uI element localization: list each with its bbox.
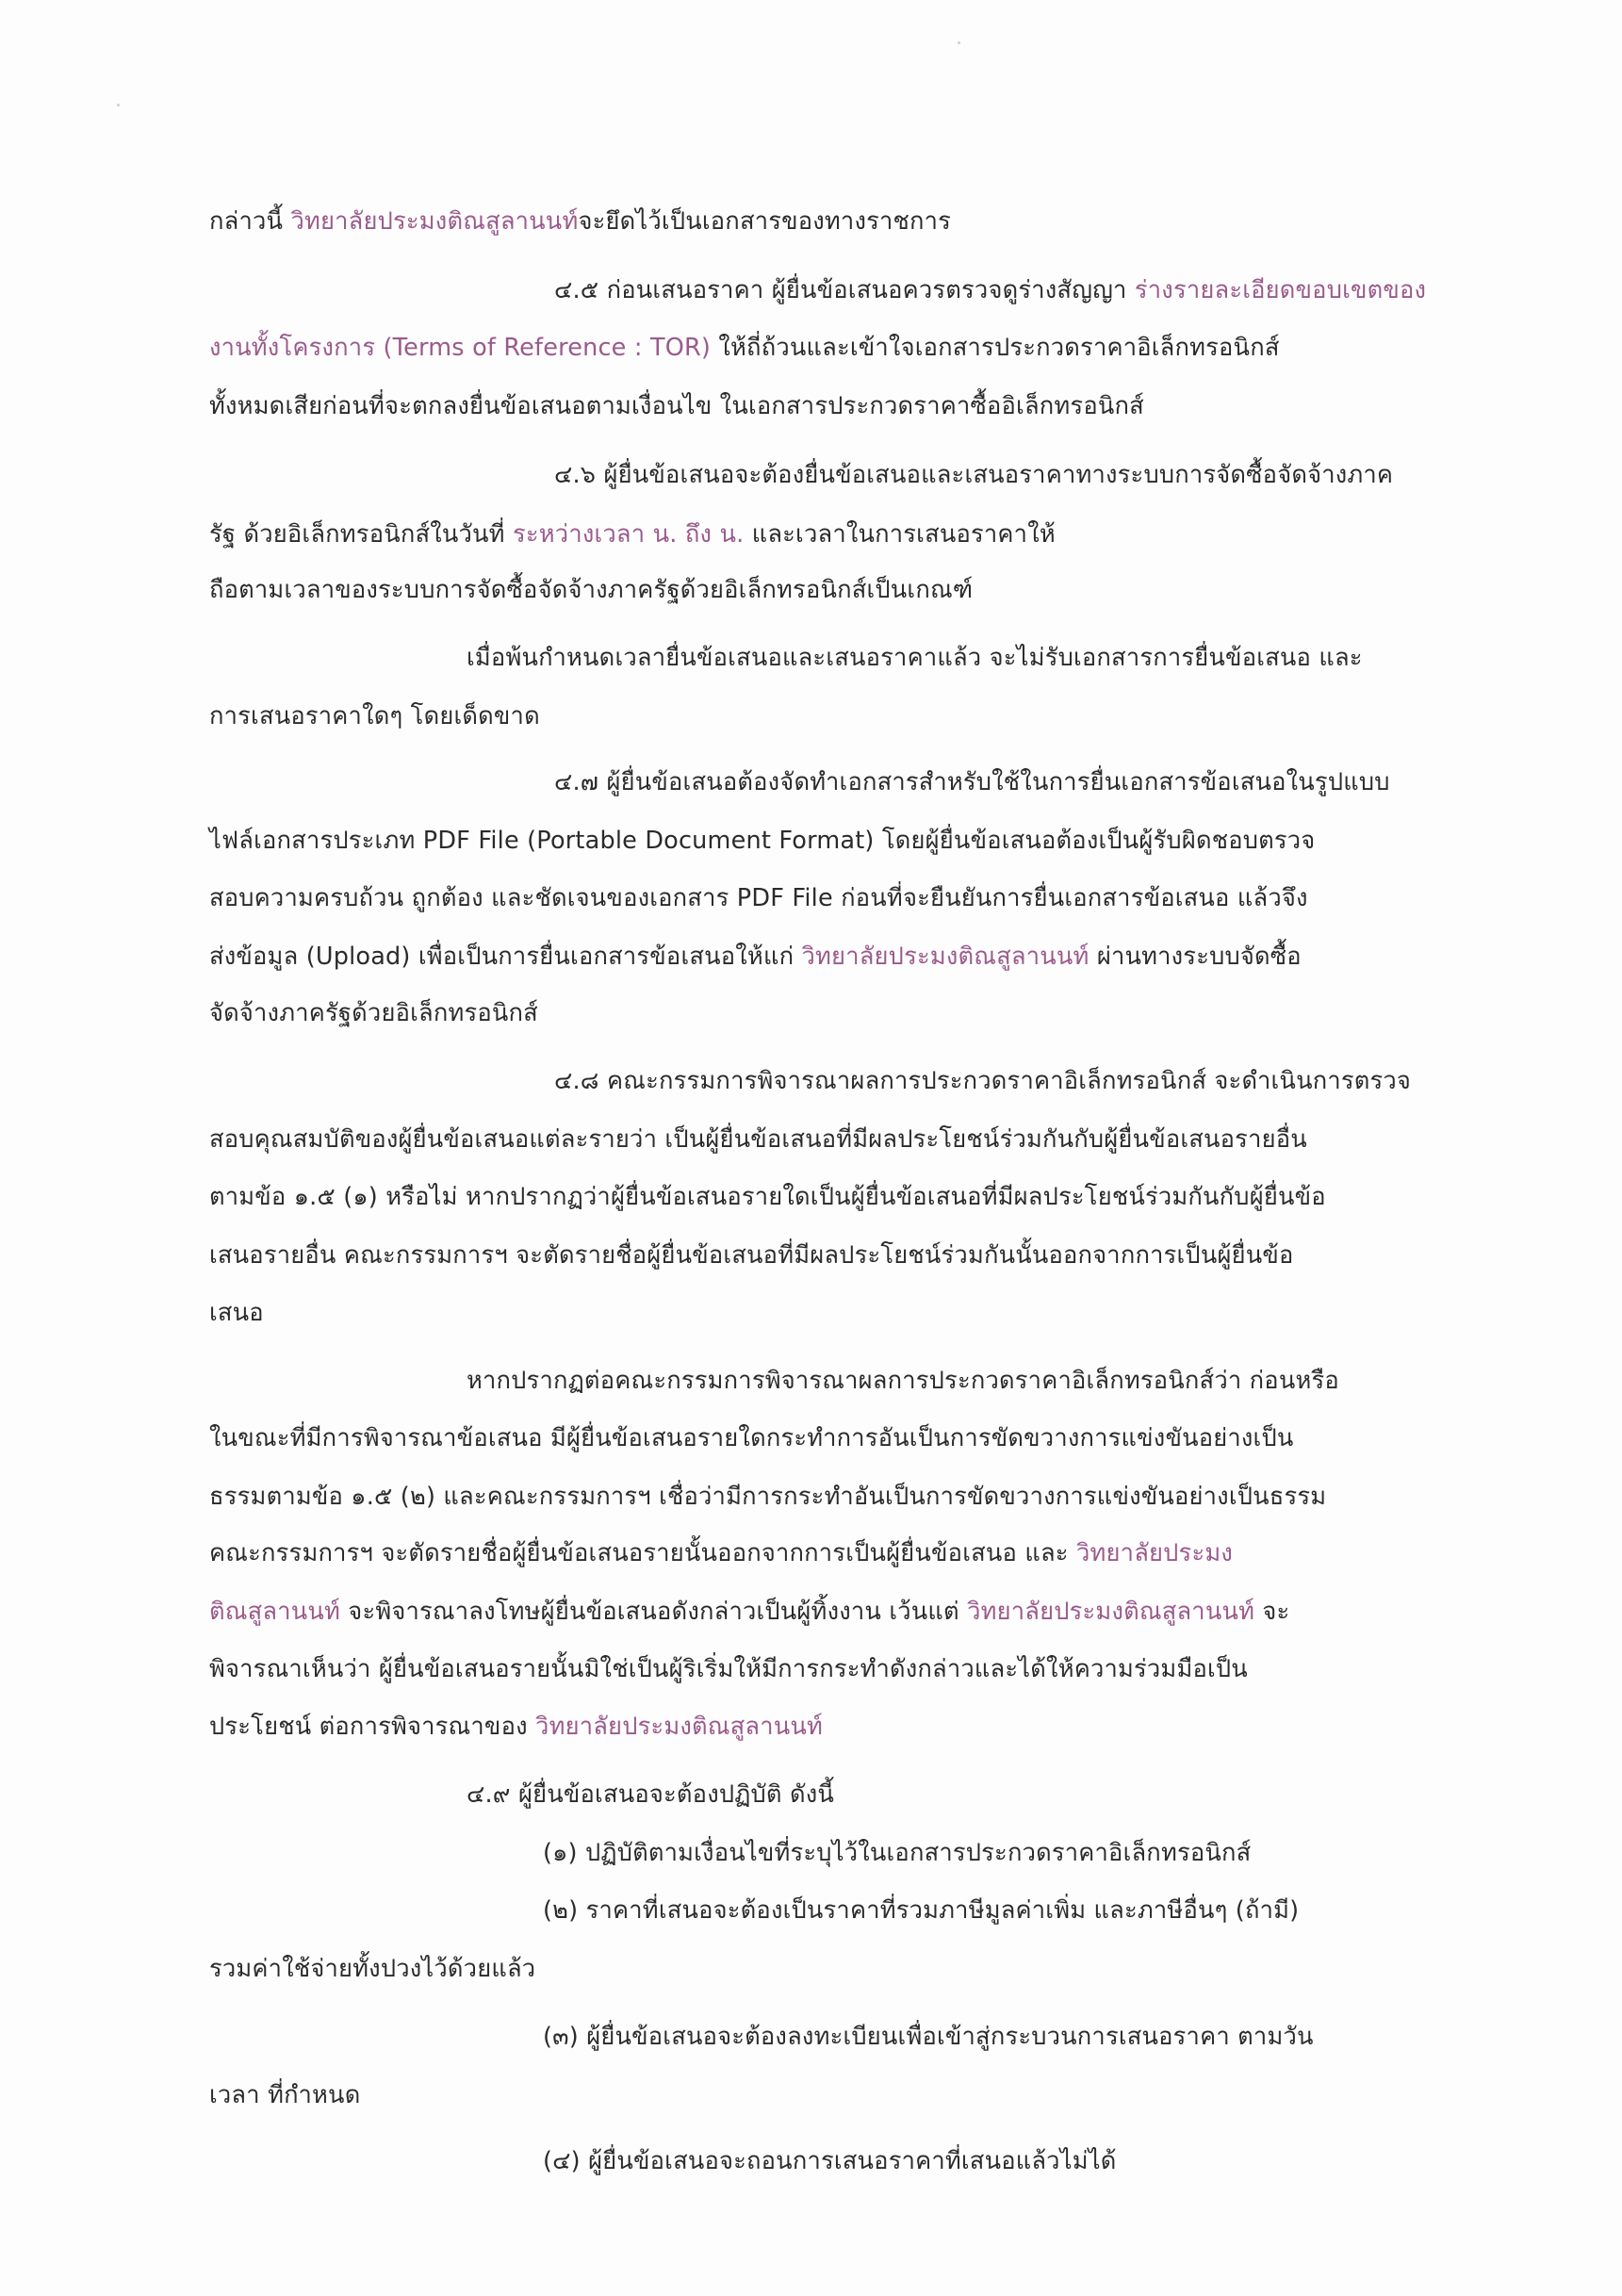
scan-speck (958, 41, 960, 44)
line-text: ๔.๗ ผู้ยื่นข้อเสนอต้องจัดทำเอกสารสำหรับใช้ในการยื่นเอกสารข้อเสนอในรูปแบบ (554, 768, 1390, 796)
text-line (209, 1481, 1326, 1513)
text-line (554, 1065, 1411, 1097)
line-text: เสนอ (209, 1299, 264, 1327)
highlighted-field: น. ถึง (652, 520, 713, 549)
line-text: หากปรากฏต่อคณะกรรมการพิจารณาผลการประกวดราคาอิเล็กทรอนิกส์ว่า ก่อนหรือ (467, 1367, 1339, 1395)
line-text: จะพิจารณาลงโทษผู้ยื่นข้อเสนอดังกล่าวเป็นผู้ทิ้งงาน เว้นแต่ (340, 1598, 968, 1626)
text-line (543, 1894, 1299, 1927)
text-line (467, 1779, 834, 1811)
text-line (467, 1365, 1339, 1397)
line-text: (๑) ปฏิบัติตามเงื่อนไขที่ระบุไว้ในเอกสารประกวดราคาอิเล็กทรอนิกส์ (543, 1839, 1252, 1867)
text-line (209, 1596, 1289, 1628)
highlighted-field: ระหว่างเวลา (513, 520, 646, 549)
text-line (554, 766, 1390, 798)
line-text: ทั้งหมดเสียก่อนที่จะตกลงยื่นข้อเสนอตามเงื่อนไข ในเอกสารประกวดราคาซื้ออิเล็กทรอนิกส์ (209, 392, 1144, 420)
text-line (467, 642, 1363, 674)
scan-speck (117, 104, 120, 107)
line-text: สอบคุณสมบัติของผู้ยื่นข้อเสนอแต่ละรายว่า เป็นผู้ยื่นข้อเสนอที่มีผลประโยชน์ร่วมกันกับผู้ยื่นข้อเสนอรายอื่น (209, 1125, 1307, 1154)
text-line (209, 1537, 1233, 1569)
line-text: ในขณะที่มีการพิจารณาข้อเสนอ มีผู้ยื่นข้อเสนอรายใดกระทำการอันเป็นการขัดขวางการแข่งขันอย่างเป็น (209, 1424, 1294, 1452)
highlighted-field: วิทยาลัยประมง (1076, 1539, 1233, 1567)
highlighted-field: น. (719, 520, 745, 549)
line-text: ส่งข้อมูล (Upload) เพื่อเป็นการยื่นเอกสารข้อเสนอให้แก่ (209, 943, 802, 971)
line-text: รัฐ ด้วยอิเล็กทรอนิกส์ในวันที่ (209, 520, 513, 549)
text-line (554, 459, 1393, 491)
text-line (209, 1653, 1248, 1685)
text-line (209, 332, 1280, 364)
highlighted-field: วิทยาลัยประมงติณสูลานนท์ (967, 1598, 1255, 1626)
line-text: ผ่านทางระบบจัดซื้อ (1089, 943, 1302, 971)
text-line (543, 1837, 1251, 1869)
highlighted-field: วิทยาลัยประมงติณสูลานนท์ (801, 943, 1090, 971)
text-line (209, 1422, 1293, 1454)
text-line (209, 1953, 535, 1985)
highlighted-field: ร่างรายละเอียดขอบเขตของ (1134, 276, 1427, 304)
text-line (209, 518, 1056, 550)
line-text: จัดจ้างภาครัฐด้วยอิเล็กทรอนิกส์ (209, 999, 538, 1027)
highlighted-field: วิทยาลัยประมงติณสูลานนท์ (535, 1713, 824, 1741)
text-line (209, 1297, 264, 1329)
line-text: รวมค่าใช้จ่ายทั้งปวงไว้ด้วยแล้ว (209, 1955, 536, 1983)
text-line (209, 1181, 1326, 1213)
line-text: สอบความครบถ้วน ถูกต้อง และชัดเจนของเอกสาร PDF File ก่อนที่จะยืนยันการยื่นเอกสารข้อเสนอ แล้วจึง (209, 884, 1308, 912)
line-text: จะยึดไว้เป็นเอกสารของทางราชการ (578, 207, 952, 236)
text-line (209, 1239, 1294, 1271)
line-text: (๒) ราคาที่เสนอจะต้องเป็นราคาที่รวมภาษีมูลค่าเพิ่ม และภาษีอื่นๆ (ถ้ามี) (543, 1896, 1300, 1925)
line-text: พิจารณาเห็นว่า ผู้ยื่นข้อเสนอรายนั้นมิใช่เป็นผู้ริเริ่มให้มีการกระทำดังกล่าวและได้ให้ความร่วมมือเป็น (209, 1655, 1248, 1683)
highlighted-field: งานทั้งโครงการ (Terms of Reference : TOR) (209, 334, 712, 362)
line-text: ๔.๕ ก่อนเสนอราคา ผู้ยื่นข้อเสนอควรตรวจดูร่างสัญญา (554, 276, 1135, 304)
text-line (209, 825, 1315, 857)
text-line (209, 574, 973, 606)
line-text: ไฟล์เอกสารประเภท PDF File (Portable Document Format) โดยผู้ยื่นข้อเสนอต้องเป็นผู้รับผิดชอบตรวจ (209, 827, 1316, 855)
text-line (209, 882, 1308, 914)
line-text: เมื่อพ้นกำหนดเวลายื่นข้อเสนอและเสนอราคาแล้ว จะไม่รับเอกสารการยื่นข้อเสนอ และ (467, 644, 1363, 672)
text-line (543, 2145, 1117, 2177)
line-text: ๔.๙ ผู้ยื่นข้อเสนอจะต้องปฏิบัติ ดังนี้ (467, 1780, 835, 1809)
line-text: ๔.๘ คณะกรรมการพิจารณาผลการประกวดราคาอิเล็กทรอนิกส์ จะดำเนินการตรวจ (554, 1067, 1412, 1095)
line-text: เสนอรายอื่น คณะกรรมการฯ จะตัดรายชื่อผู้ยื่นข้อเสนอที่มีผลประโยชน์ร่วมกันนั้นออกจากการเป็นผู้ยื่นข้อ (209, 1241, 1294, 1270)
line-text: จะ (1254, 1598, 1290, 1626)
text-line (209, 997, 538, 1029)
text-line (209, 2079, 360, 2111)
highlighted-field: ติณสูลานนท์ (209, 1598, 340, 1626)
line-text: (๓) ผู้ยื่นข้อเสนอจะต้องลงทะเบียนเพื่อเข้าสู่กระบวนการเสนอราคา ตามวัน (543, 2023, 1314, 2051)
line-text: ให้ถี่ถ้วนและเข้าใจเอกสารประกวดราคาอิเล็กทรอนิกส์ (711, 334, 1280, 362)
line-text: (๔) ผู้ยื่นข้อเสนอจะถอนการเสนอราคาที่เสนอแล้วไม่ได้ (543, 2147, 1117, 2175)
line-text: คณะกรรมการฯ จะตัดรายชื่อผู้ยื่นข้อเสนอรายนั้นออกจากการเป็นผู้ยื่นข้อเสนอ และ (209, 1539, 1076, 1567)
highlighted-field: วิทยาลัยประมงติณสูลานนท์ (290, 207, 579, 236)
line-text: และเวลาในการเสนอราคาให้ (744, 520, 1056, 549)
text-line (209, 700, 540, 732)
line-text: ถือตามเวลาของระบบการจัดซื้อจัดจ้างภาครัฐด้วยอิเล็กทรอนิกส์เป็นเกณฑ์ (209, 576, 974, 604)
line-text: กล่าวนี้ (209, 207, 291, 236)
text-line (209, 1711, 823, 1743)
line-text: ประโยชน์ ต่อการพิจารณาของ (209, 1713, 536, 1741)
text-line (209, 205, 951, 238)
text-line (209, 390, 1144, 422)
line-text: ๔.๖ ผู้ยื่นข้อเสนอจะต้องยื่นข้อเสนอและเสนอราคาทางระบบการจัดซื้อจัดจ้างภาค (554, 461, 1394, 489)
line-text: การเสนอราคาใดๆ โดยเด็ดขาด (209, 702, 540, 730)
line-text: เวลา ที่กำหนด (209, 2081, 361, 2109)
line-text (645, 520, 652, 549)
text-line (554, 274, 1426, 306)
line-text: ตามข้อ ๑.๕ (๑) หรือไม่ หากปรากฏว่าผู้ยื่นข้อเสนอรายใดเป็นผู้ยื่นข้อเสนอที่มีผลประโยชน์ร่วมกันกับผู้ยื่นข้อ (209, 1183, 1326, 1211)
line-text: ธรรมตามข้อ ๑.๕ (๒) และคณะกรรมการฯ เชื่อว่ามีการกระทำอันเป็นการขัดขวางการแข่งขันอย่างเป็นธรรม (209, 1483, 1327, 1511)
text-line (209, 941, 1302, 973)
text-line (209, 1123, 1307, 1156)
text-line (543, 2021, 1314, 2053)
